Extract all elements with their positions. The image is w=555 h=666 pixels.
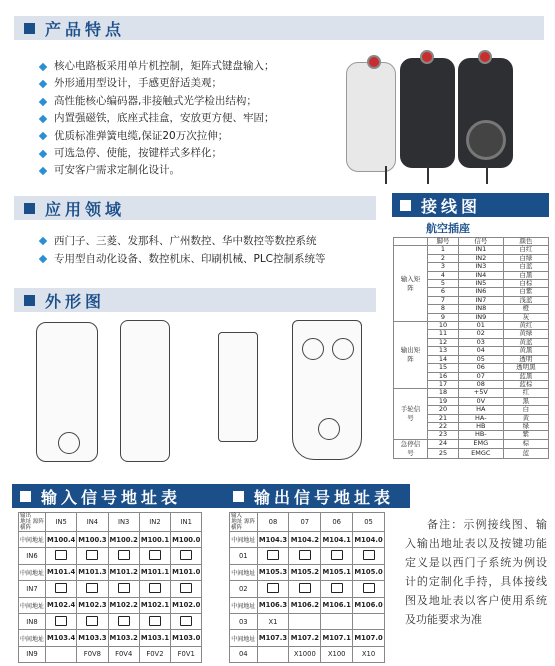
signal-cell: M104.3	[257, 532, 289, 548]
wiring-cell: 紫	[503, 431, 548, 439]
signal-cell: M102.0	[171, 597, 202, 613]
column-header: 06	[321, 513, 353, 532]
wiring-cell: IN7	[458, 296, 503, 304]
column-header: IN2	[139, 513, 170, 532]
signal-cell	[289, 613, 321, 629]
icon-cell	[108, 581, 139, 597]
row-header: 03	[230, 613, 258, 629]
signal-row	[230, 613, 385, 629]
wiring-cell: 22	[428, 422, 459, 430]
square-icon	[400, 200, 411, 211]
wiring-cell: 06	[458, 364, 503, 372]
wiring-cell: 7	[428, 296, 459, 304]
signal-cell: M104.0	[353, 532, 385, 548]
wiring-cell: 白	[503, 406, 548, 414]
section-title: 外形图	[45, 291, 106, 311]
feature-text: 可选急停、使能，按键样式多样化；	[54, 147, 222, 160]
column-header: IN5	[46, 513, 77, 532]
wiring-col-header: 颜色	[503, 238, 548, 246]
key-function-icon	[86, 616, 98, 626]
icon-cell	[77, 581, 108, 597]
feature-item	[40, 58, 275, 75]
feature-text: 优质标准弹簧电缆,保证20万次拉伸；	[54, 129, 229, 142]
wiring-cell: IN4	[458, 271, 503, 279]
wiring-cell: 08	[458, 380, 503, 388]
signal-cell: M104.1	[321, 532, 353, 548]
signal-cell: M107.2	[289, 630, 321, 646]
key-function-icon	[118, 583, 130, 593]
row-header: 中间地址	[19, 564, 46, 580]
signal-cell: M101.2	[108, 564, 139, 580]
row-header: IN9	[19, 646, 46, 662]
key-function-icon	[267, 550, 279, 560]
feature-text: 内置强磁铁，底座式挂盒，安放更方便、牢固；	[54, 112, 275, 125]
wiring-cell: 10	[428, 322, 459, 330]
feature-item	[40, 75, 275, 92]
wiring-cell: 21	[428, 414, 459, 422]
wiring-col-header: 脚号	[428, 238, 459, 246]
icon-cell	[289, 581, 321, 597]
wiring-cell: 23	[428, 431, 459, 439]
wiring-cell: 白棕	[503, 280, 548, 288]
wiring-cell: 02	[458, 330, 503, 338]
signal-cell: M102.1	[139, 597, 170, 613]
wiring-cell: 黑	[503, 397, 548, 405]
wiring-cell: 25	[428, 449, 459, 459]
row-header: IN8	[19, 613, 46, 629]
key-function-icon	[118, 550, 130, 560]
signal-row	[230, 564, 385, 580]
wiring-cell: 绿	[503, 422, 548, 430]
signal-cell: M101.3	[77, 564, 108, 580]
wiring-cell: 24	[428, 439, 459, 449]
signal-cell: M103.3	[77, 630, 108, 646]
wiring-cell: 红	[503, 389, 548, 397]
wiring-cell: HA-	[458, 414, 503, 422]
row-header: 中间地址	[19, 630, 46, 646]
signal-cell: M103.2	[108, 630, 139, 646]
wiring-cell: 01	[458, 322, 503, 330]
feature-item	[40, 110, 275, 127]
row-header: 中间地址	[19, 597, 46, 613]
signal-row	[230, 646, 385, 662]
icon-cell	[46, 548, 77, 564]
wiring-cell: 白绿	[503, 254, 548, 262]
wiring-cell: 16	[428, 372, 459, 380]
wiring-cell: 蓝	[503, 449, 548, 459]
wiring-cell: 12	[428, 338, 459, 346]
column-header: 08	[257, 513, 289, 532]
signal-cell	[321, 613, 353, 629]
signal-cell: F0V8	[77, 646, 108, 662]
signal-cell: M101.0	[171, 564, 202, 580]
wiring-cell: IN9	[458, 313, 503, 321]
wiring-table	[393, 237, 549, 459]
signal-row	[19, 548, 202, 564]
diamond-bullet-icon	[39, 237, 47, 245]
application-item	[40, 250, 326, 268]
wiring-cell: 白紫	[503, 288, 548, 296]
feature-item	[40, 162, 275, 179]
row-header: 04	[230, 646, 258, 662]
wiring-cell: 14	[428, 355, 459, 363]
key-function-icon	[55, 583, 67, 593]
column-header: IN4	[77, 513, 108, 532]
icon-cell	[139, 581, 170, 597]
wiring-cell: 白蓝	[503, 263, 548, 271]
wiring-cell: 11	[428, 330, 459, 338]
signal-cell: M107.3	[257, 630, 289, 646]
corner-label: 地址 源阵	[20, 519, 44, 525]
corner-label: 输出	[20, 513, 32, 519]
feature-text: 外形通用型设计，手感更舒适美观；	[54, 77, 222, 90]
feature-text: 高性能核心编码器,非接触式光学检出结构；	[54, 94, 257, 107]
signal-row	[230, 581, 385, 597]
signal-cell: M105.1	[321, 564, 353, 580]
feature-text: 核心电路板采用单片机控制，矩阵式键盘输入；	[54, 60, 275, 72]
wiring-group: 输出矩阵	[394, 322, 428, 389]
feature-item	[40, 93, 275, 110]
column-header: IN1	[171, 513, 202, 532]
row-header: 中间地址	[230, 630, 258, 646]
signal-cell: M103.0	[171, 630, 202, 646]
signal-cell: M102.3	[77, 597, 108, 613]
signal-cell: M102.4	[46, 597, 77, 613]
icon-cell	[108, 613, 139, 629]
column-header: IN3	[108, 513, 139, 532]
wiring-group: 急停信号	[394, 439, 428, 458]
icon-cell	[257, 581, 289, 597]
application-text: 西门子、三菱、发那科、广州数控、华中数控等数控系统	[54, 235, 317, 247]
corner-label: 输入	[231, 513, 243, 519]
signal-cell: M107.0	[353, 630, 385, 646]
section-title: 输入信号地址表	[41, 487, 182, 507]
row-header: 02	[230, 581, 258, 597]
wiring-cell: EMG	[458, 439, 503, 449]
corner-cell	[230, 513, 258, 532]
application-item	[40, 232, 326, 250]
signal-cell: M106.1	[321, 597, 353, 613]
wiring-cell: 18	[428, 389, 459, 397]
wiring-cell: 05	[458, 355, 503, 363]
section-title: 接线图	[421, 196, 482, 216]
wiring-cell: 黄红	[503, 322, 548, 330]
signal-cell: M103.4	[46, 630, 77, 646]
icon-cell	[289, 548, 321, 564]
wiring-cell: 黄	[503, 414, 548, 422]
signal-cell: M100.4	[46, 532, 77, 548]
corner-label: 横阵	[231, 525, 243, 531]
wiring-cell: 蓝棕	[503, 380, 548, 388]
wiring-cell: +5V	[458, 389, 503, 397]
signal-cell: M105.2	[289, 564, 321, 580]
signal-cell: M100.3	[77, 532, 108, 548]
signal-row	[230, 630, 385, 646]
signal-cell: M100.2	[108, 532, 139, 548]
wiring-group: 输入矩阵	[394, 246, 428, 322]
icon-cell	[171, 613, 202, 629]
key-function-icon	[55, 616, 67, 626]
key-function-icon	[149, 583, 161, 593]
diamond-bullet-icon	[39, 97, 47, 105]
icon-cell	[321, 548, 353, 564]
signal-row	[19, 630, 202, 646]
signal-cell: M102.2	[108, 597, 139, 613]
application-text: 专用型自动化设备、数控机床、印刷机械、PLC控制系统等	[54, 253, 326, 265]
wiring-cell: 黄黑	[503, 347, 548, 355]
icon-cell	[353, 548, 385, 564]
diamond-bullet-icon	[39, 255, 47, 263]
key-function-icon	[299, 583, 311, 593]
signal-cell: M105.3	[257, 564, 289, 580]
square-icon	[233, 491, 244, 502]
diamond-bullet-icon	[39, 80, 47, 88]
icon-cell	[139, 548, 170, 564]
key-function-icon	[149, 550, 161, 560]
signal-cell: X10	[353, 646, 385, 662]
wiring-cell: 棕	[503, 439, 548, 449]
output-signal-table	[229, 512, 385, 663]
wiring-cell: EMGC	[458, 449, 503, 459]
signal-row	[19, 564, 202, 580]
section-title: 应用领域	[45, 199, 126, 219]
wiring-cell: 1	[428, 246, 459, 254]
wiring-cell: 黄绿	[503, 330, 548, 338]
signal-row	[19, 581, 202, 597]
signal-cell: M101.4	[46, 564, 77, 580]
wiring-cell: IN3	[458, 263, 503, 271]
wiring-cell: 白红	[503, 246, 548, 254]
wiring-cell: 20	[428, 406, 459, 414]
row-header: 01	[230, 548, 258, 564]
feature-text: 可安客户需求定制化设计。	[54, 164, 180, 177]
wiring-row	[394, 389, 549, 397]
signal-cell: M106.3	[257, 597, 289, 613]
signal-cell: M107.1	[321, 630, 353, 646]
signal-cell: F0V1	[171, 646, 202, 662]
features-header	[14, 16, 544, 40]
signal-cell: X1000	[289, 646, 321, 662]
note-text: 备注：示例接线图、输入输出地址表以及按键功能定义是以西门子系统为例设计的定制化手持，具体接线图及地址表以客户使用系统及功能要求为准	[405, 518, 547, 626]
outline-header	[14, 288, 376, 312]
signal-cell: M100.1	[139, 532, 170, 548]
row-header: 中间地址	[19, 532, 46, 548]
wiring-cell: 9	[428, 313, 459, 321]
icon-cell	[108, 548, 139, 564]
wiring-cell: 03	[458, 338, 503, 346]
icon-cell	[46, 581, 77, 597]
wiring-cell: IN8	[458, 305, 503, 313]
signal-cell: M106.0	[353, 597, 385, 613]
square-icon	[24, 295, 35, 306]
icon-cell	[77, 548, 108, 564]
icon-cell	[171, 581, 202, 597]
wiring-cell: 橙	[503, 305, 548, 313]
wiring-cell: IN2	[458, 254, 503, 262]
signal-row	[230, 548, 385, 564]
wiring-cell: IN1	[458, 246, 503, 254]
corner-label: 横阵	[20, 525, 32, 531]
application-list	[40, 232, 326, 268]
wiring-cell: IN6	[458, 288, 503, 296]
wiring-cell: 6	[428, 288, 459, 296]
diamond-bullet-icon	[39, 132, 47, 140]
wiring-cell: 5	[428, 280, 459, 288]
wiring-cell: HB	[458, 422, 503, 430]
key-function-icon	[331, 583, 343, 593]
wiring-cell: 04	[458, 347, 503, 355]
wiring-row	[394, 439, 549, 449]
key-function-icon	[267, 583, 279, 593]
feature-item	[40, 128, 275, 145]
signal-cell: M105.0	[353, 564, 385, 580]
wiring-group: 手轮信号	[394, 389, 428, 439]
wiring-cell: 19	[428, 397, 459, 405]
wiring-cell: IN5	[458, 280, 503, 288]
input-signal-table	[18, 512, 202, 663]
row-header: 中间地址	[230, 597, 258, 613]
key-function-icon	[86, 550, 98, 560]
signal-row	[19, 532, 202, 548]
wiring-header	[392, 193, 549, 217]
row-header: 中间地址	[230, 532, 258, 548]
key-function-icon	[55, 550, 67, 560]
wiring-cell: HB-	[458, 431, 503, 439]
signal-cell: F0V2	[139, 646, 170, 662]
icon-cell	[77, 613, 108, 629]
column-header: 05	[353, 513, 385, 532]
key-function-icon	[363, 550, 375, 560]
signal-cell: M101.1	[139, 564, 170, 580]
key-function-icon	[149, 616, 161, 626]
key-function-icon	[86, 583, 98, 593]
input-table-header	[12, 484, 225, 508]
row-header: 中间地址	[230, 564, 258, 580]
signal-cell: M104.2	[289, 532, 321, 548]
key-function-icon	[331, 550, 343, 560]
wiring-cell: 透明	[503, 355, 548, 363]
key-function-icon	[363, 583, 375, 593]
icon-cell	[139, 613, 170, 629]
diamond-bullet-icon	[39, 115, 47, 123]
column-header: 07	[289, 513, 321, 532]
signal-row	[19, 597, 202, 613]
key-function-icon	[299, 550, 311, 560]
signal-cell	[46, 646, 77, 662]
row-header: IN7	[19, 581, 46, 597]
wiring-cell: 灰	[503, 313, 548, 321]
wiring-cell: 白黑	[503, 271, 548, 279]
wiring-cell: 4	[428, 271, 459, 279]
icon-cell	[353, 581, 385, 597]
signal-cell: M100.0	[171, 532, 202, 548]
wiring-cell: 透明黑	[503, 364, 548, 372]
icon-cell	[46, 613, 77, 629]
key-function-icon	[180, 583, 192, 593]
section-title: 输出信号地址表	[254, 487, 395, 507]
square-icon	[24, 23, 35, 34]
wiring-cell: 浅蓝	[503, 296, 548, 304]
icon-cell	[257, 548, 289, 564]
feature-item	[40, 145, 275, 162]
applications-header	[14, 196, 376, 220]
key-function-icon	[118, 616, 130, 626]
signal-cell: M103.1	[139, 630, 170, 646]
wiring-cell: 蓝黑	[503, 372, 548, 380]
wiring-cell: 15	[428, 364, 459, 372]
plug-title: 航空插座	[426, 222, 470, 235]
signal-row	[19, 613, 202, 629]
row-header: IN6	[19, 548, 46, 564]
wiring-cell: 2	[428, 254, 459, 262]
wiring-cell: 8	[428, 305, 459, 313]
square-icon	[24, 203, 35, 214]
key-function-icon	[180, 616, 192, 626]
corner-cell	[19, 513, 46, 532]
wiring-cell: 0V	[458, 397, 503, 405]
signal-row	[230, 532, 385, 548]
wiring-cell: 07	[458, 372, 503, 380]
output-table-header	[225, 484, 410, 508]
square-icon	[20, 491, 31, 502]
corner-label: 地址 源阵	[231, 519, 256, 525]
signal-cell	[257, 646, 289, 662]
signal-cell: M106.2	[289, 597, 321, 613]
wiring-cell: 3	[428, 263, 459, 271]
icon-cell	[171, 548, 202, 564]
key-function-icon	[180, 550, 192, 560]
diamond-bullet-icon	[39, 62, 47, 70]
signal-cell: X1	[257, 613, 289, 629]
wiring-col-header: 信号	[458, 238, 503, 246]
signal-row	[230, 597, 385, 613]
signal-cell: X100	[321, 646, 353, 662]
wiring-cell: 13	[428, 347, 459, 355]
diamond-bullet-icon	[39, 149, 47, 157]
wiring-cell: 黄蓝	[503, 338, 548, 346]
signal-cell	[353, 613, 385, 629]
icon-cell	[321, 581, 353, 597]
signal-cell: F0V4	[108, 646, 139, 662]
wiring-cell: HA	[458, 406, 503, 414]
section-title: 产品特点	[45, 19, 126, 39]
wiring-cell: 17	[428, 380, 459, 388]
signal-row	[19, 646, 202, 662]
diamond-bullet-icon	[39, 167, 47, 175]
feature-list	[40, 58, 275, 180]
